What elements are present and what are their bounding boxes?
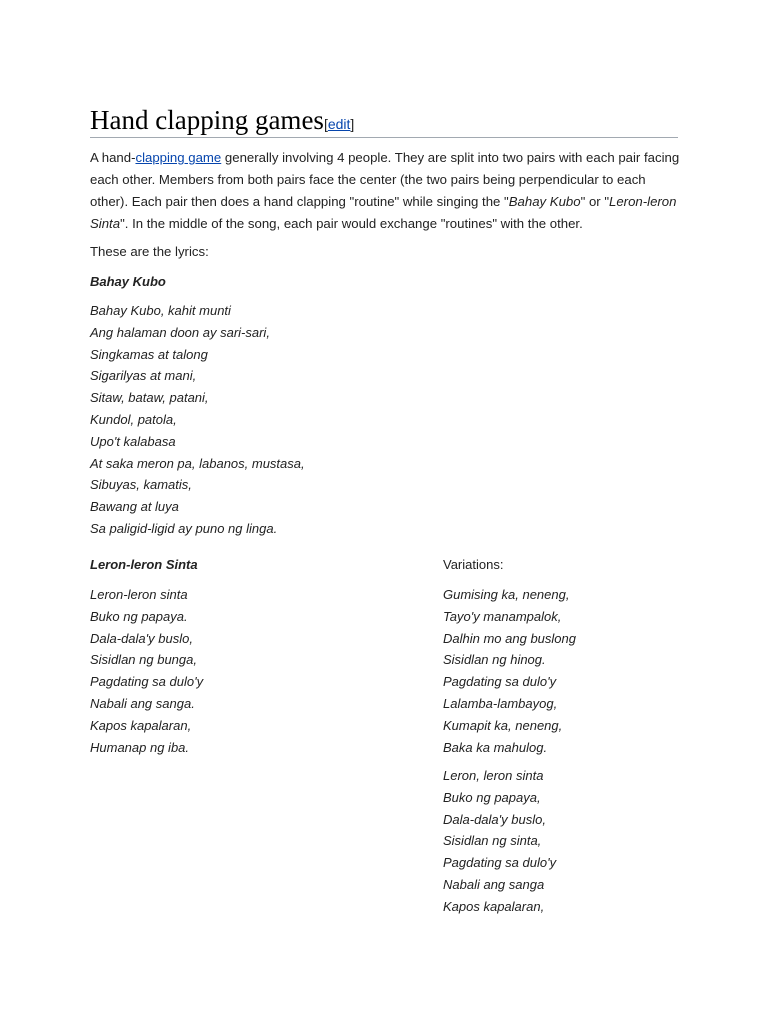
lyric-line: Sigarilyas at mani, bbox=[90, 368, 197, 384]
lyric-line: Pagdating sa dulo'y bbox=[90, 674, 204, 690]
intro-song-bahay-kubo: Bahay Kubo bbox=[508, 194, 581, 209]
leron-sinta-title: Leron-leron Sinta bbox=[90, 557, 198, 572]
section-title: Hand clapping games bbox=[90, 105, 324, 135]
lyric-line: Sisidlan ng sinta, bbox=[443, 833, 542, 849]
edit-bracket-open: [ bbox=[323, 116, 328, 132]
intro-text-4: ". In the middle of the song, each pair would exchange "routines" with the other. bbox=[120, 216, 583, 231]
lyric-line: Kundol, patola, bbox=[90, 411, 177, 427]
lyric-line: Nabali ang sanga bbox=[443, 876, 545, 892]
lyric-line: Sa paligid-ligid ay puno ng linga. bbox=[90, 520, 278, 536]
edit-section bbox=[324, 116, 354, 132]
lyric-line: Buko ng papaya. bbox=[90, 608, 188, 624]
bahay-kubo-title: Bahay Kubo bbox=[90, 274, 166, 289]
lyric-line: Sisidlan ng hinog. bbox=[443, 652, 546, 668]
lyric-line: Bahay Kubo, kahit munti bbox=[90, 303, 231, 318]
leron-sinta-lyrics bbox=[90, 584, 203, 758]
lyric-line: Kumapit ka, neneng, bbox=[443, 717, 563, 733]
lyric-line: Lalamba-lambayog, bbox=[443, 695, 558, 711]
variations-verse-1 bbox=[443, 584, 576, 758]
clapping-game-link[interactable]: clapping game bbox=[135, 150, 222, 165]
lyric-line: Gumising ka, neneng, bbox=[443, 587, 570, 602]
variations-label: Variations: bbox=[443, 557, 504, 572]
lyric-line: Kapos kapalaran, bbox=[443, 898, 545, 914]
lyric-line: Nabali ang sanga. bbox=[90, 695, 195, 711]
lyric-line: Sisidlan ng bunga, bbox=[90, 652, 197, 668]
intro-song-leron-sinta: Leron-leron Sinta bbox=[90, 194, 677, 231]
lyric-line: Dala-dala'y buslo, bbox=[443, 811, 546, 827]
lyric-line: Sibuyas, kamatis, bbox=[90, 477, 192, 493]
intro-text-1: A hand- bbox=[90, 150, 136, 165]
section-heading bbox=[90, 104, 678, 138]
lyric-line: Pagdating sa dulo'y bbox=[443, 674, 557, 690]
lyric-line: Singkamas at talong bbox=[90, 346, 208, 362]
lyric-line: Upo't kalabasa bbox=[90, 433, 176, 449]
variations-verse-2 bbox=[443, 765, 556, 918]
lyric-line: Bawang at luya bbox=[90, 499, 179, 515]
lyric-line: Sitaw, bataw, patani, bbox=[90, 390, 209, 406]
lyric-line: Buko ng papaya, bbox=[443, 789, 541, 805]
lyric-line: Baka ka mahulog. bbox=[443, 739, 548, 755]
edit-bracket-close: ] bbox=[350, 116, 355, 132]
intro-text-3: " or " bbox=[580, 194, 610, 209]
intro-paragraph bbox=[90, 147, 680, 235]
lyrics-intro: These are the lyrics: bbox=[90, 244, 209, 259]
lyric-line: Humanap ng iba. bbox=[90, 739, 190, 755]
lyric-line: Ang halaman doon ay sari-sari, bbox=[90, 324, 270, 340]
lyric-line: Dalhin mo ang buslong bbox=[443, 630, 576, 646]
lyric-line: Leron, leron sinta bbox=[443, 768, 544, 783]
lyric-line: Dala-dala'y buslo, bbox=[90, 630, 193, 646]
lyric-line: Kapos kapalaran, bbox=[90, 717, 192, 733]
lyric-line: Pagdating sa dulo'y bbox=[443, 855, 557, 871]
bahay-kubo-lyrics bbox=[90, 300, 305, 540]
lyric-line: At saka meron pa, labanos, mustasa, bbox=[90, 455, 305, 471]
intro-text-2: generally involving 4 people. They are split into two pairs with each pair facing each other. Members from both pairs face the center (the two pairs being perpendicular to each other). Each pair then does a hand clapping "routine" while singing the " bbox=[90, 150, 680, 209]
edit-link[interactable]: edit bbox=[327, 116, 351, 132]
lyric-line: Leron-leron sinta bbox=[90, 587, 188, 602]
lyric-line: Tayo'y manampalok, bbox=[443, 608, 562, 624]
